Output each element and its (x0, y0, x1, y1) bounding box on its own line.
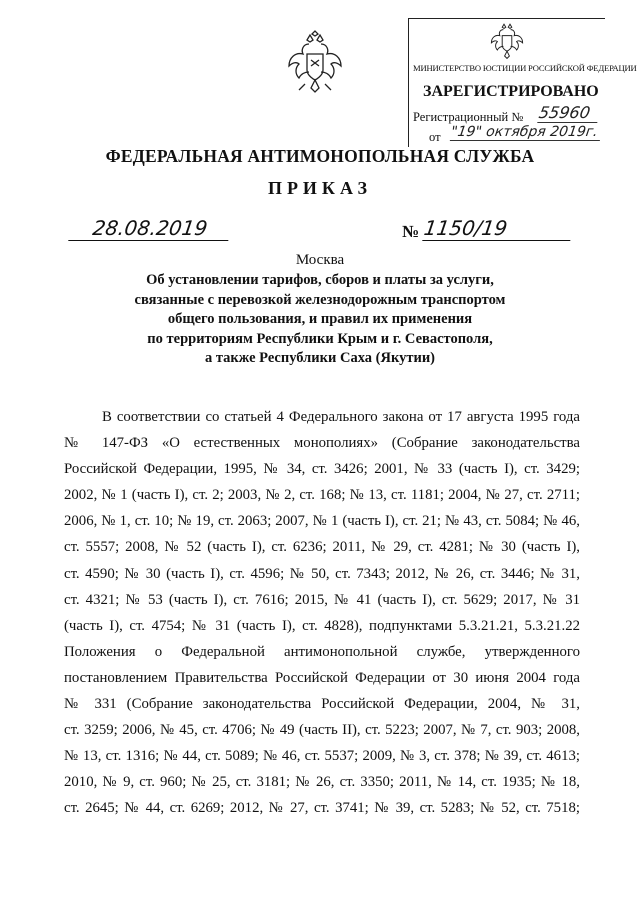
body-line: В соответствии со статьей 4 Федерального закона от 17 августа 1995 года (102, 409, 580, 425)
stamp-date-value: "19" октября 2019г. (450, 124, 602, 141)
state-emblem-icon (285, 30, 345, 96)
stamp-emblem-icon (489, 21, 525, 61)
registration-stamp (408, 18, 637, 147)
order-date: 28.08.2019 (68, 216, 232, 241)
body-line: ст. 4321; № 53 (часть I), ст. 7616; 2015, № 41 (часть I), ст. 5629; 2017, № 31 (64, 591, 580, 608)
body-line: 2002, № 1 (часть I), ст. 2; 2003, № 2, ст. 168; № 13, ст. 1181; 2004, № 27, ст. 2711; (64, 487, 580, 504)
stamp-date-prefix: от (429, 130, 441, 144)
subject-line: а также Республики Саха (Якутии) (204, 350, 436, 366)
body-line: № 147-ФЗ «О естественных монополиях» (Собрание законодательства (64, 435, 580, 452)
body-line: постановлением Правительства Российской Федерации от 30 июня 2004 года (64, 669, 580, 686)
body-line: ст. 5557; 2008, № 52 (часть I), ст. 6236; 2011, № 29, ст. 4281; № 30 (часть I), (64, 539, 580, 556)
order-subject (80, 271, 560, 369)
body-text (64, 404, 580, 822)
city: Москва (295, 252, 345, 268)
body-line: Российской Федерации, 1995, № 34, ст. 3426; 2001, № 33 (часть I), ст. 3429; (64, 461, 580, 478)
document-type: ПРИКАЗ (267, 178, 373, 198)
agency-name: ФЕДЕРАЛЬНАЯ АНТИМОНОПОЛЬНАЯ СЛУЖБА (105, 146, 535, 166)
body-line: № 13, ст. 1316; № 44, ст. 5089; № 46, ст. 5537; 2009, № 3, ст. 378; № 39, ст. 4613; (64, 748, 580, 765)
body-line: 2006, № 1, ст. 10; № 19, ст. 2063; 2007, № 1 (часть I), ст. 21; № 43, ст. 5084; № 46, (64, 513, 580, 530)
body-line: 2010, № 9, ст. 960; № 25, ст. 3181; № 26, ст. 3350; 2011, № 14, ст. 1935; № 18, (64, 774, 580, 791)
body-line: (часть I), ст. 4754; № 31 (часть I), ст. 4828), подпунктами 5.3.21.21, 5.3.21.22 (64, 617, 580, 634)
stamp-status: ЗАРЕГИСТРИРОВАНО (423, 83, 599, 100)
body-line: Положения о Федеральной антимонопольной службе, утвержденного (64, 643, 580, 660)
body-line: ст. 2645; № 44, ст. 6269; 2012, № 27, ст. 3741; № 39, ст. 5283; № 52, ст. 7518; (64, 800, 580, 817)
stamp-reg-number-label: Регистрационный № (413, 110, 524, 124)
subject-line: связанные с перевозкой железнодорожным транспортом (134, 291, 506, 308)
body-line: ст. 4590; № 30 (часть I), ст. 4596; № 50, ст. 7343; 2012, № 26, ст. 3446; № 31, (64, 565, 580, 582)
subject-line: Об установлении тарифов, сборов и платы за услуги, (146, 272, 494, 288)
order-number: 1150/19 (422, 216, 574, 241)
stamp-ministry: МИНИСТЕРСТВО ЮСТИЦИИ РОССИЙСКОЙ ФЕДЕРАЦИИ (413, 63, 637, 73)
subject-line: общего пользования, и правил их применения (167, 311, 473, 327)
subject-line: по территориям Республики Крым и г. Севастополя, (147, 330, 493, 347)
body-line: № 331 (Собрание законодательства Российской Федерации, 2004, № 31, (64, 696, 580, 713)
body-line: ст. 3259; 2006, № 45, ст. 4706; № 49 (часть II), ст. 5223; 2007, № 7, ст. 903; 2008, (64, 722, 580, 739)
stamp-reg-number-value: 55960 (537, 103, 601, 123)
order-number-sign: № (402, 222, 420, 241)
